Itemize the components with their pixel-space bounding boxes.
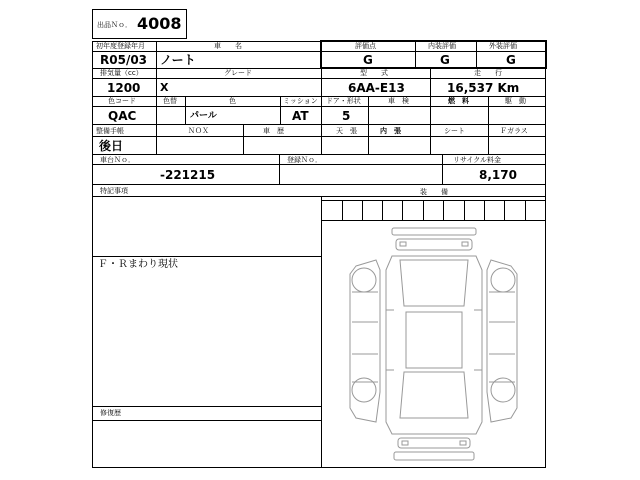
year-value: R05/03 <box>100 53 148 67</box>
lot-number-box <box>92 9 187 39</box>
type-value: 6AA-E13 <box>348 81 405 95</box>
notes-title: 特記事項 <box>100 187 128 195</box>
chassis-header: 車台Ｎｏ． <box>100 156 135 164</box>
mileage-header: 走 行 <box>474 69 502 77</box>
recycle-value: 8,170 <box>479 168 517 182</box>
color-header: 色 <box>229 97 236 105</box>
mileage-value: 16,537 Km <box>447 81 520 95</box>
fglass-header: Ｆガラス <box>500 127 528 135</box>
color-value: パール <box>190 111 217 121</box>
notes-text: Ｆ・Ｒまわり現状 <box>98 259 178 270</box>
model-value: ノート <box>160 53 196 67</box>
interior-header: 内 張 <box>380 127 401 135</box>
recycle-header: リサイクル料金 <box>453 156 502 164</box>
exterior-score-value: G <box>506 53 516 67</box>
model-header: 車 名 <box>214 42 242 50</box>
equipment-title: 装 備 <box>420 188 448 196</box>
interior-score-value: G <box>440 53 450 67</box>
lot-number: 4008 <box>137 14 182 33</box>
year-header: 初年度登録年月 <box>96 42 145 50</box>
ceiling-header: 天 張 <box>336 127 357 135</box>
fuel-header: 燃 料 <box>448 97 469 105</box>
manual-value: 後日 <box>99 139 124 153</box>
chassis-value: -221215 <box>160 168 216 182</box>
color-code-value: QAC <box>108 109 137 123</box>
inspection-header: 車 検 <box>388 97 409 105</box>
drive-header: 駆 動 <box>505 97 526 105</box>
manual-header: 整備手帳 <box>96 127 124 135</box>
registration-header: 登録Ｎｏ． <box>287 156 322 164</box>
car-damage-diagram-icon <box>322 222 545 467</box>
score-value: G <box>363 53 373 67</box>
cc-value: 1200 <box>107 81 141 95</box>
door-value: 5 <box>342 109 351 123</box>
interior-score-header: 内装評価 <box>428 42 456 50</box>
type-header: 型 式 <box>360 69 388 77</box>
mission-header: ミッション <box>283 97 318 105</box>
repair-history-title: 修復歴 <box>100 409 121 417</box>
score-header: 評価点 <box>355 42 376 50</box>
exterior-score-header: 外装評価 <box>489 42 517 50</box>
mission-value: AT <box>292 109 309 123</box>
cc-header: 排気量（cc） <box>100 69 143 77</box>
color-code-header: 色コード <box>108 97 136 105</box>
seat-header: シート <box>444 127 465 135</box>
grade-value: X <box>160 81 169 94</box>
door-header: ドア・形状 <box>326 97 361 105</box>
history-header: 車 歴 <box>263 127 284 135</box>
nox-header: ＮＯＸ <box>188 127 209 135</box>
lot-number-label: 出品Ｎｏ． <box>97 21 132 29</box>
grade-header: グレード <box>224 69 252 77</box>
color-change-header: 色替 <box>163 97 177 105</box>
